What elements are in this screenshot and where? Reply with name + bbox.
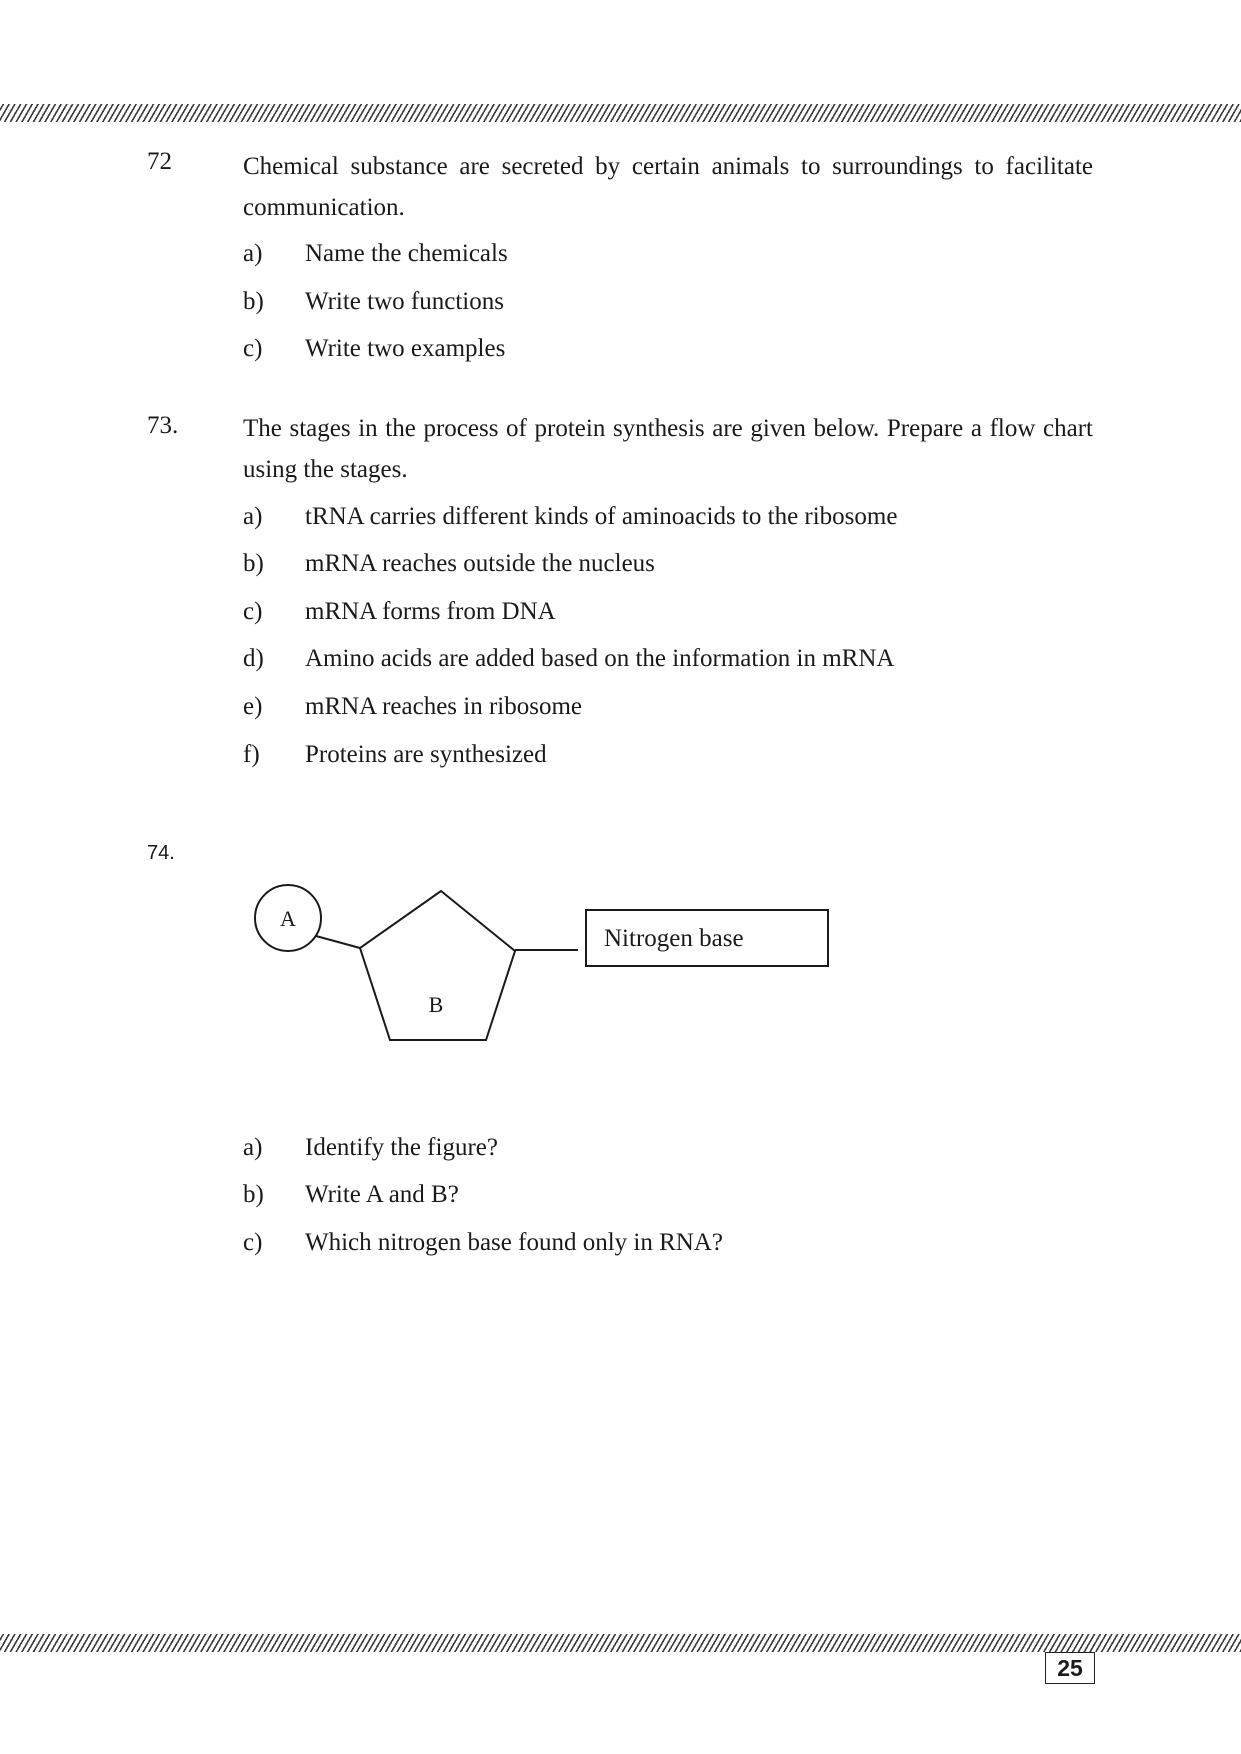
question-74-number: 74. xyxy=(147,842,175,864)
question-73-text: The stages in the process of protein synthesis are given below. Prepare a flow chart using the stages. xyxy=(243,415,1093,483)
item-text: Name the chemicals xyxy=(305,240,508,267)
circle-to-pentagon-bond xyxy=(316,936,360,948)
item-label: a) xyxy=(243,240,263,267)
item-label: c) xyxy=(243,598,263,625)
sugar-pentagon xyxy=(360,891,515,1040)
item-label: b) xyxy=(243,288,264,315)
pentagon-label: B xyxy=(428,992,444,1017)
item-label: f) xyxy=(243,741,260,768)
item-text: Identify the figure? xyxy=(305,1134,498,1161)
item-text: Write two examples xyxy=(305,335,506,362)
item-text: Proteins are synthesized xyxy=(305,741,547,768)
item-label: e) xyxy=(243,693,263,720)
bottom-hatched-border xyxy=(0,1634,1241,1652)
item-label: c) xyxy=(243,335,263,362)
item-text: Amino acids are added based on the information in mRNA xyxy=(305,645,895,672)
item-label: c) xyxy=(243,1229,263,1256)
question-72-text: Chemical substance are secreted by certain animals to surroundings to facilitate communication. xyxy=(243,153,1093,221)
item-text: Which nitrogen base found only in RNA? xyxy=(305,1229,723,1256)
item-text: mRNA reaches in ribosome xyxy=(305,693,583,720)
item-text: Write A and B? xyxy=(305,1181,459,1208)
page-number: 25 xyxy=(1045,1652,1095,1684)
item-text: mRNA forms from DNA xyxy=(305,598,556,625)
item-text: tRNA carries different kinds of aminoacids to the ribosome xyxy=(305,503,898,530)
item-text: mRNA reaches outside the nucleus xyxy=(305,550,655,577)
item-label: b) xyxy=(243,1181,264,1208)
item-label: b) xyxy=(243,550,264,577)
circle-label: A xyxy=(280,906,296,931)
nitrogen-base-label: Nitrogen base xyxy=(604,925,744,952)
question-72-number: 72 xyxy=(147,148,172,175)
question-73-number: 73. xyxy=(147,412,179,439)
item-label: a) xyxy=(243,503,263,530)
item-text: Write two functions xyxy=(305,288,504,315)
item-label: a) xyxy=(243,1134,263,1161)
item-label: d) xyxy=(243,645,264,672)
